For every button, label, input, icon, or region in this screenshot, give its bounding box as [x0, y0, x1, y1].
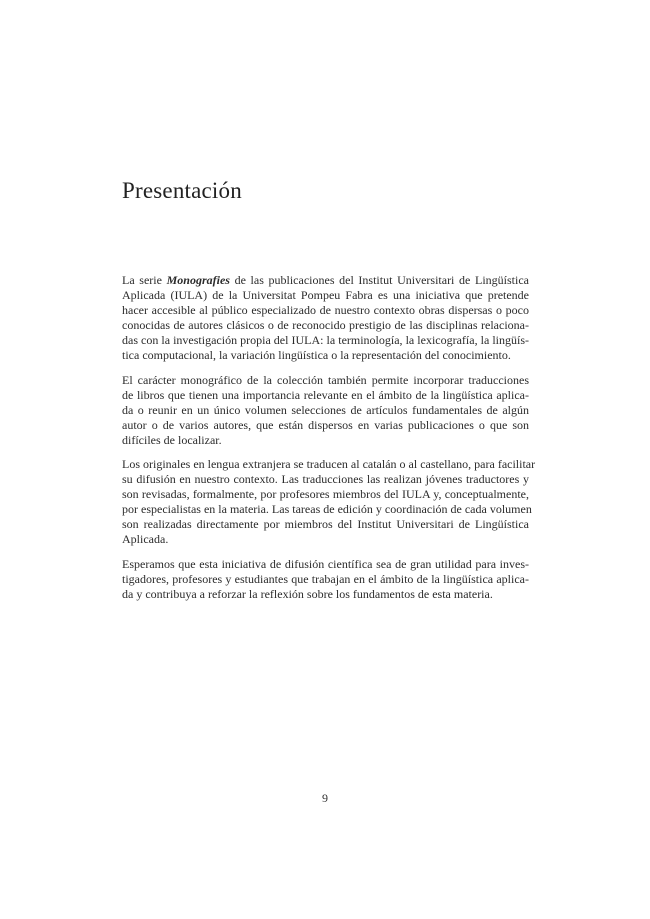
text-line: autor o de varios autores, que están dispersos en varias publicaciones o que son	[122, 417, 529, 432]
paragraph	[122, 273, 529, 363]
series-name: Monografies	[166, 273, 230, 287]
text-line: de libros que tienen una importancia relevante en el ámbito de la lingüística aplica-	[122, 387, 529, 402]
text-line: son revisadas, formalmente, por profesores miembros del IULA y, conceptualmente,	[122, 487, 529, 501]
text-line: hacer accesible al público especializado de nuestro contexto obras dispersas o poco	[122, 303, 529, 317]
paragraph	[122, 373, 529, 448]
text-line: difíciles de localizar.	[122, 432, 222, 447]
text-line: da o reunir en un único volumen selecciones de artículos fundamentales de algún	[122, 402, 529, 417]
text-line: Los originales en lengua extranjera se traducen al catalán o al castellano, para facilitar	[122, 457, 536, 471]
paragraph	[122, 457, 536, 547]
text-line: Aplicada.	[122, 532, 169, 546]
text-line: Esperamos que esta iniciativa de difusión científica sea de gran utilidad para inves-	[122, 556, 529, 571]
text-line: da y contribuya a reforzar la reflexión sobre los fundamentos de esta materia.	[122, 586, 493, 601]
text-line: La serie Monografies de las publicaciones del Institut Universitari de Lingüística	[122, 273, 529, 287]
text-line: tica computacional, la variación lingüística o la representación del conocimiento.	[122, 348, 511, 362]
page-number: 9	[322, 791, 328, 805]
text-line: conocidas de autores clásicos o de reconocido prestigio de las disciplinas relaciona-	[122, 318, 529, 332]
text-line: su difusión en nuestro contexto. Las traducciones las realizan jóvenes traductores y	[122, 472, 529, 486]
text-line: tigadores, profesores y estudiantes que trabajan en el ámbito de la lingüística aplica-	[122, 571, 529, 586]
text-line: das con la investigación propia del IULA: la terminología, la lexicografía, la lingüís-	[122, 333, 529, 347]
body-text	[122, 273, 536, 611]
text-line: por especialistas en la materia. Las tareas de edición y coordinación de cada volumen	[122, 502, 532, 516]
text-line: El carácter monográfico de la colección también permite incorporar traducciones	[122, 372, 529, 387]
page-title: Presentación	[122, 178, 242, 203]
text-line: son realizadas directamente por miembros del Institut Universitari de Lingüística	[122, 517, 529, 531]
paragraph	[122, 557, 529, 602]
text-line: Aplicada (IULA) de la Universitat Pompeu Fabra es una iniciativa que pretende	[122, 288, 529, 302]
